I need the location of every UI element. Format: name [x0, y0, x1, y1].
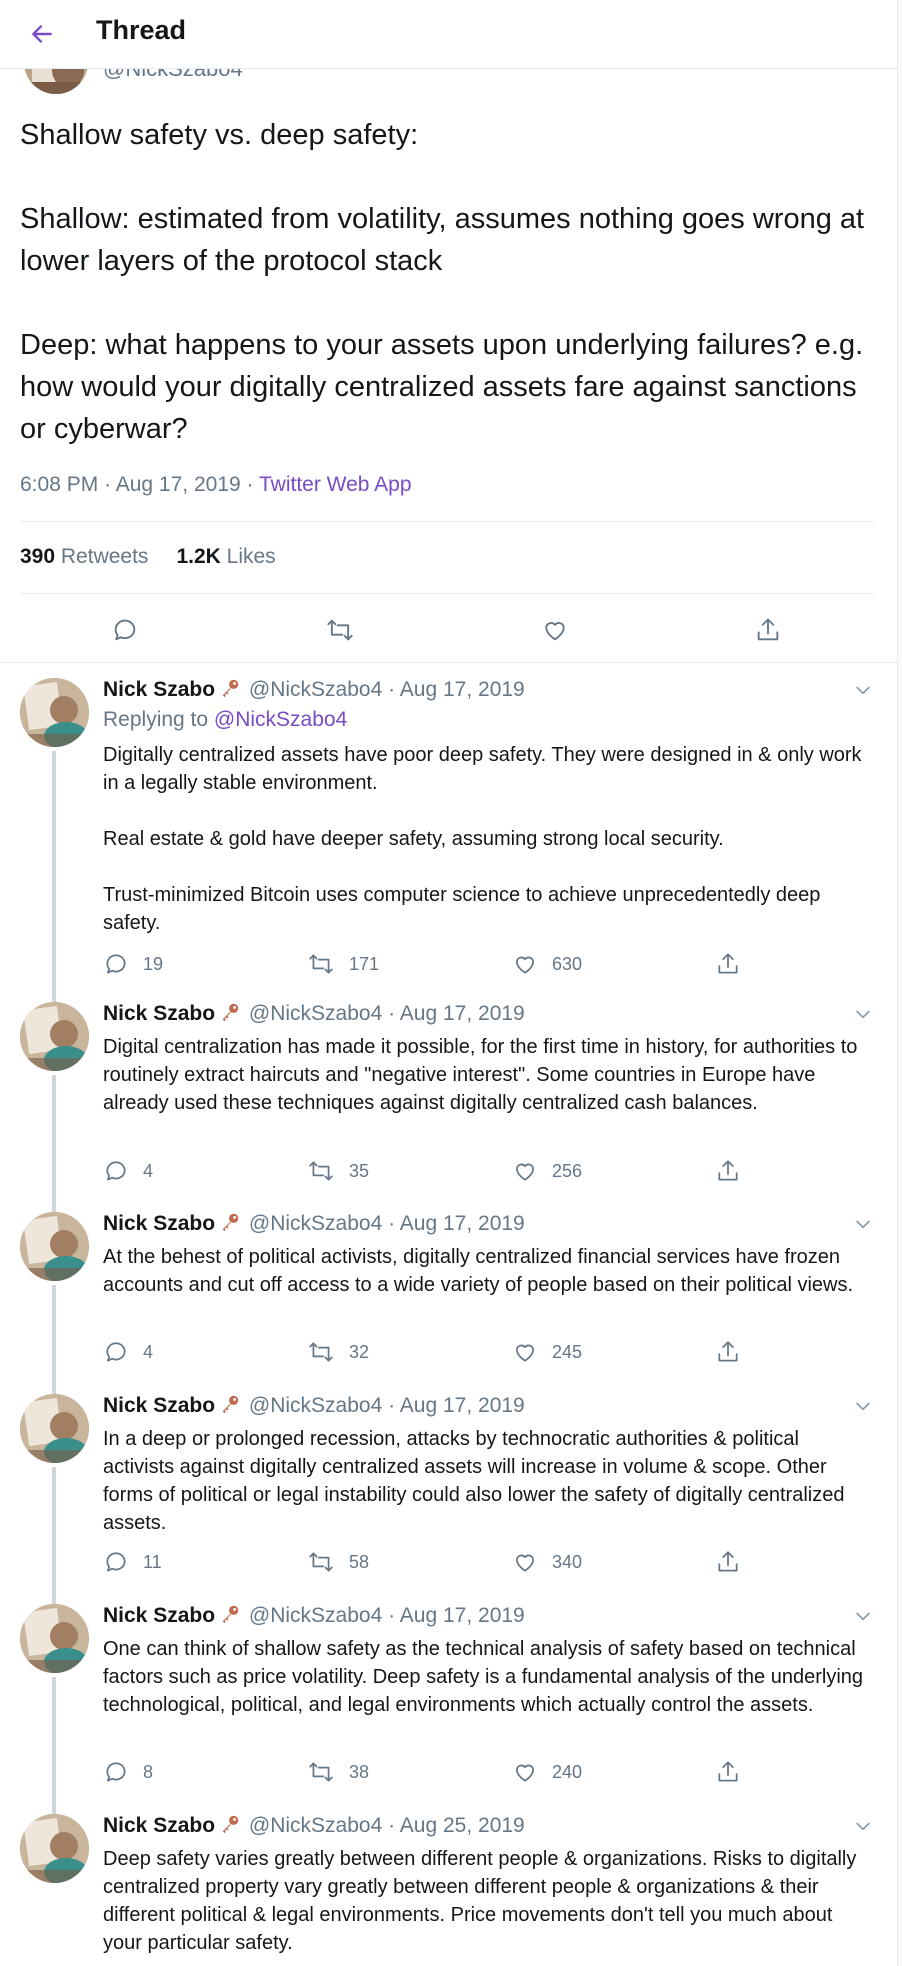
reply-icon[interactable]	[107, 612, 143, 648]
like-count: 256	[552, 1160, 583, 1181]
reply-actions	[103, 1337, 803, 1369]
share-icon	[715, 1549, 741, 1575]
key-icon	[219, 1813, 241, 1835]
reply-actions	[103, 1156, 803, 1188]
reply-tweet[interactable]	[0, 1799, 898, 1966]
retweet-button[interactable]	[307, 1547, 369, 1577]
retweets-count: 390	[20, 545, 56, 568]
reply-date[interactable]: Aug 17, 2019	[399, 1212, 525, 1235]
retweet-button[interactable]	[307, 1156, 369, 1186]
reply-header	[103, 1393, 525, 1418]
author-name[interactable]: Nick Szabo	[103, 1002, 216, 1025]
reply-text	[103, 1425, 873, 1537]
divider	[20, 593, 874, 594]
share-button[interactable]	[715, 1337, 755, 1367]
author-handle[interactable]: @NickSzabo4	[248, 678, 383, 701]
chevron-down-icon[interactable]	[850, 677, 876, 703]
likes-stat[interactable]	[176, 545, 275, 569]
like-icon	[512, 1549, 538, 1575]
retweet-count: 38	[349, 1761, 370, 1782]
retweet-button[interactable]	[307, 1757, 369, 1787]
header-separator: ·	[388, 1604, 400, 1627]
divider	[20, 521, 874, 522]
reply-tweet[interactable]	[0, 1589, 898, 1799]
share-button[interactable]	[715, 1757, 755, 1787]
thread-line	[52, 1467, 56, 1589]
reply-header	[103, 677, 525, 702]
main-tweet-meta	[20, 473, 412, 497]
chevron-down-icon[interactable]	[850, 1603, 876, 1629]
like-button[interactable]	[512, 1547, 582, 1577]
reply-paragraph: Real estate & gold have deeper safety, assuming strong local security.	[103, 828, 724, 850]
meta-separator: ·	[104, 473, 116, 496]
author-name[interactable]: Nick Szabo	[103, 1212, 216, 1235]
reply-tweet[interactable]	[0, 1197, 898, 1379]
key-icon	[219, 1211, 241, 1233]
reply-date[interactable]: Aug 25, 2019	[399, 1814, 525, 1837]
main-tweet-actions	[0, 600, 898, 662]
reply-text	[103, 1635, 873, 1719]
main-tweet-text	[20, 114, 880, 450]
reply-icon	[103, 1549, 129, 1575]
main-tweet-paragraph: Shallow: estimated from volatility, assumes nothing goes wrong at lower layers of the protocol stack	[20, 203, 865, 277]
reply-paragraph: Digital centralization has made it possible, for the first time in history, for authorities to routinely extract haircuts and "negative interest". Some countries in Europe have already used these techniques against digitally centralized cash balances.	[103, 1036, 858, 1114]
reply-actions	[103, 1757, 803, 1789]
reply-icon	[103, 1339, 129, 1365]
like-count: 240	[552, 1761, 583, 1782]
author-handle[interactable]: @NickSzabo4	[248, 1814, 383, 1837]
like-icon	[512, 1339, 538, 1365]
meta-separator: ·	[246, 473, 259, 496]
reply-tweet[interactable]	[0, 663, 898, 983]
main-tweet-stats	[20, 545, 276, 569]
author-name[interactable]: Nick Szabo	[103, 1394, 216, 1417]
author-handle[interactable]: @NickSzabo4	[248, 1212, 383, 1235]
key-icon	[219, 677, 241, 699]
like-count: 245	[552, 1341, 583, 1362]
reply-date[interactable]: Aug 17, 2019	[399, 1394, 525, 1417]
replying-to-label: Replying to	[103, 708, 209, 731]
retweets-label: Retweets	[60, 545, 149, 568]
reply-paragraph: In a deep or prolonged recession, attacks by technocratic authorities & political activists against digitally centralized assets will increase in volume & scope. Other forms of political or legal instability could also lower the safety of digitally centralized assets.	[103, 1428, 845, 1534]
share-button[interactable]	[715, 1547, 755, 1577]
like-button[interactable]	[512, 1156, 582, 1186]
reply-tweet[interactable]	[0, 1379, 898, 1589]
reply-paragraph: Digitally centralized assets have poor deep safety. They were designed in & only work in a legally stable environment.	[103, 744, 862, 794]
like-button[interactable]	[512, 1757, 582, 1787]
reply-actions	[103, 1547, 803, 1579]
share-icon	[715, 1158, 741, 1184]
chevron-down-icon[interactable]	[850, 1211, 876, 1237]
likes-label: Likes	[226, 545, 276, 568]
reply-button[interactable]	[103, 1156, 153, 1186]
reply-actions	[103, 949, 803, 981]
retweet-button[interactable]	[307, 949, 379, 979]
reply-icon	[103, 1759, 129, 1785]
key-icon	[219, 1001, 241, 1023]
author-handle[interactable]: @NickSzabo4	[248, 1604, 383, 1627]
reply-paragraph: Deep safety varies greatly between different people & organizations. Risks to digitally centralized property vary greatly between different people & organizations & their different political & legal environments. Price movements don't tell you much about your particular safety.	[103, 1848, 857, 1954]
reply-header	[103, 1813, 525, 1838]
avatar[interactable]	[20, 1002, 89, 1071]
thread-line	[52, 1285, 56, 1379]
main-tweet-source[interactable]: Twitter Web App	[258, 473, 412, 496]
reply-date[interactable]: Aug 17, 2019	[399, 1604, 525, 1627]
replying-to-link[interactable]: @NickSzabo4	[213, 708, 348, 731]
chevron-down-icon[interactable]	[850, 1813, 876, 1839]
reply-button[interactable]	[103, 949, 163, 979]
retweet-count: 35	[349, 1160, 370, 1181]
reply-text	[103, 1243, 873, 1299]
reply-date[interactable]: Aug 17, 2019	[399, 1002, 525, 1025]
retweet-count: 32	[349, 1341, 370, 1362]
header-separator: ·	[388, 678, 400, 701]
like-count: 340	[552, 1551, 583, 1572]
avatar[interactable]	[20, 1604, 89, 1673]
avatar[interactable]	[20, 1394, 89, 1463]
main-tweet-paragraph: Deep: what happens to your assets upon underlying failures? e.g. how would your digitally centralized assets fare against sanctions or cyberwar?	[20, 329, 864, 445]
author-handle[interactable]: @NickSzabo4	[248, 1002, 383, 1025]
author-handle[interactable]: @NickSzabo4	[248, 1394, 383, 1417]
reply-tweet[interactable]	[0, 987, 898, 1197]
header-separator: ·	[388, 1814, 400, 1837]
retweet-icon[interactable]	[322, 612, 358, 648]
retweet-icon	[307, 1158, 335, 1184]
thread-line	[52, 1589, 56, 1604]
main-tweet-date[interactable]: Aug 17, 2019	[115, 473, 241, 496]
reply-icon	[103, 951, 129, 977]
key-icon	[219, 1603, 241, 1625]
main-tweet-paragraph: Shallow safety vs. deep safety:	[20, 119, 419, 151]
reply-header	[103, 1603, 525, 1628]
like-button[interactable]	[512, 949, 582, 979]
thread-line	[52, 1677, 56, 1799]
avatar[interactable]	[20, 678, 89, 747]
reply-paragraph: At the behest of political activists, digitally centralized financial services have frozen accounts and cut off access to a wide variety of people based on their political views.	[103, 1246, 854, 1296]
share-icon	[715, 1759, 741, 1785]
like-button[interactable]	[512, 1337, 582, 1367]
share-button[interactable]	[715, 949, 755, 979]
reply-count: 11	[143, 1551, 162, 1572]
reply-count: 8	[143, 1761, 154, 1782]
share-icon	[715, 951, 741, 977]
page-title: Thread	[96, 15, 187, 45]
like-count: 630	[552, 953, 583, 974]
author-name[interactable]: Nick Szabo	[103, 1604, 216, 1627]
reply-header	[103, 1001, 525, 1026]
main-tweet-time[interactable]: 6:08 PM	[20, 473, 99, 496]
reply-text	[103, 1845, 873, 1957]
author-name[interactable]: Nick Szabo	[103, 1814, 216, 1837]
reply-text	[103, 1033, 873, 1117]
header-separator: ·	[388, 1002, 400, 1025]
chevron-down-icon[interactable]	[850, 1001, 876, 1027]
share-icon[interactable]	[750, 612, 786, 648]
reply-button[interactable]	[103, 1337, 153, 1367]
thread-line	[52, 983, 56, 1002]
thread-line	[52, 1379, 56, 1394]
reply-header	[103, 1211, 525, 1236]
retweets-stat[interactable]	[20, 545, 148, 569]
avatar[interactable]	[20, 1212, 89, 1281]
likes-count: 1.2K	[176, 545, 221, 568]
retweet-count: 171	[349, 953, 380, 974]
key-icon	[219, 1393, 241, 1415]
chevron-down-icon[interactable]	[850, 1393, 876, 1419]
share-icon	[715, 1339, 741, 1365]
retweet-icon	[307, 1759, 335, 1785]
retweet-button[interactable]	[307, 1337, 369, 1367]
like-icon	[512, 1158, 538, 1184]
share-button[interactable]	[715, 1156, 755, 1186]
like-icon[interactable]	[537, 612, 573, 648]
thread-line	[52, 1799, 56, 1814]
reply-date[interactable]: Aug 17, 2019	[399, 678, 525, 701]
reply-paragraph: Trust-minimized Bitcoin uses computer science to achieve unprecedentedly deep safety.	[103, 884, 821, 934]
thread-line	[52, 1075, 56, 1197]
reply-count: 4	[143, 1341, 154, 1362]
header-separator: ·	[388, 1212, 400, 1235]
header-separator: ·	[388, 1394, 400, 1417]
reply-button[interactable]	[103, 1547, 162, 1577]
retweet-icon	[307, 1339, 335, 1365]
reply-count: 19	[143, 953, 164, 974]
thread-line	[52, 1197, 56, 1212]
top-header	[0, 0, 898, 69]
retweet-icon	[307, 1549, 335, 1575]
like-icon	[512, 1759, 538, 1785]
back-arrow-icon[interactable]	[22, 14, 62, 54]
reply-button[interactable]	[103, 1757, 153, 1787]
reply-text	[103, 741, 873, 937]
replying-to	[103, 708, 347, 732]
like-icon	[512, 951, 538, 977]
reply-count: 4	[143, 1160, 154, 1181]
reply-icon	[103, 1158, 129, 1184]
thread-line	[52, 751, 56, 983]
retweet-count: 58	[349, 1551, 370, 1572]
reply-paragraph: One can think of shallow safety as the technical analysis of safety based on technical factors such as price volatility. Deep safety is a fundamental analysis of the underlying technological, political, and legal environments which actually control the assets.	[103, 1638, 864, 1716]
author-name[interactable]: Nick Szabo	[103, 678, 216, 701]
retweet-icon	[307, 951, 335, 977]
avatar[interactable]	[20, 1814, 89, 1883]
